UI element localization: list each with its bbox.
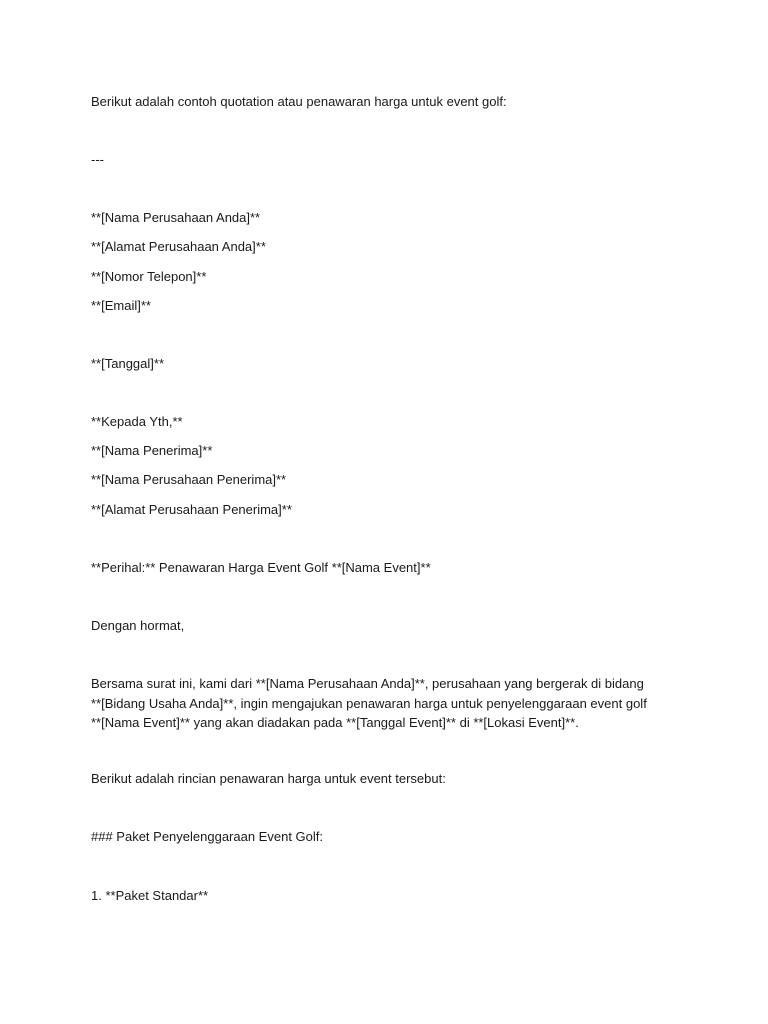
greeting: Dengan hormat, [91,618,185,633]
body-paragraph [91,674,661,733]
recipient-salutation: **Kepada Yth,** [91,414,183,429]
body-paragraph-line: **[Nama Event]** yang akan diadakan pada **[Tanggal Event]** di **[Lokasi Event]**. [91,715,579,730]
letter-date: **[Tanggal]** [91,356,164,371]
package-item-1: 1. **Paket Standar** [91,888,209,903]
sender-company: **[Nama Perusahaan Anda]** [91,210,261,225]
subject-line: **Perihal:** Penawaran Harga Event Golf **[Nama Event]** [91,560,431,575]
separator: --- [91,152,104,167]
sender-phone: **[Nomor Telepon]** [91,269,207,284]
recipient-company: **[Nama Perusahaan Penerima]** [91,472,287,487]
recipient-address: **[Alamat Perusahaan Penerima]** [91,502,292,517]
sender-address: **[Alamat Perusahaan Anda]** [91,239,266,254]
section-heading: ### Paket Penyelenggaraan Event Golf: [91,829,323,844]
sender-email: **[Email]** [91,298,151,313]
body-paragraph-line: **[Bidang Usaha Anda]**, ingin mengajukan penawaran harga untuk penyelenggaraan event golf [91,695,647,711]
details-intro: Berikut adalah rincian penawaran harga untuk event tersebut: [91,771,446,786]
body-paragraph-line: Bersama surat ini, kami dari **[Nama Perusahaan Anda]**, perusahaan yang bergerak di bidang [91,676,644,691]
intro-text: Berikut adalah contoh quotation atau penawaran harga untuk event golf: [91,94,507,109]
recipient-name: **[Nama Penerima]** [91,443,213,458]
